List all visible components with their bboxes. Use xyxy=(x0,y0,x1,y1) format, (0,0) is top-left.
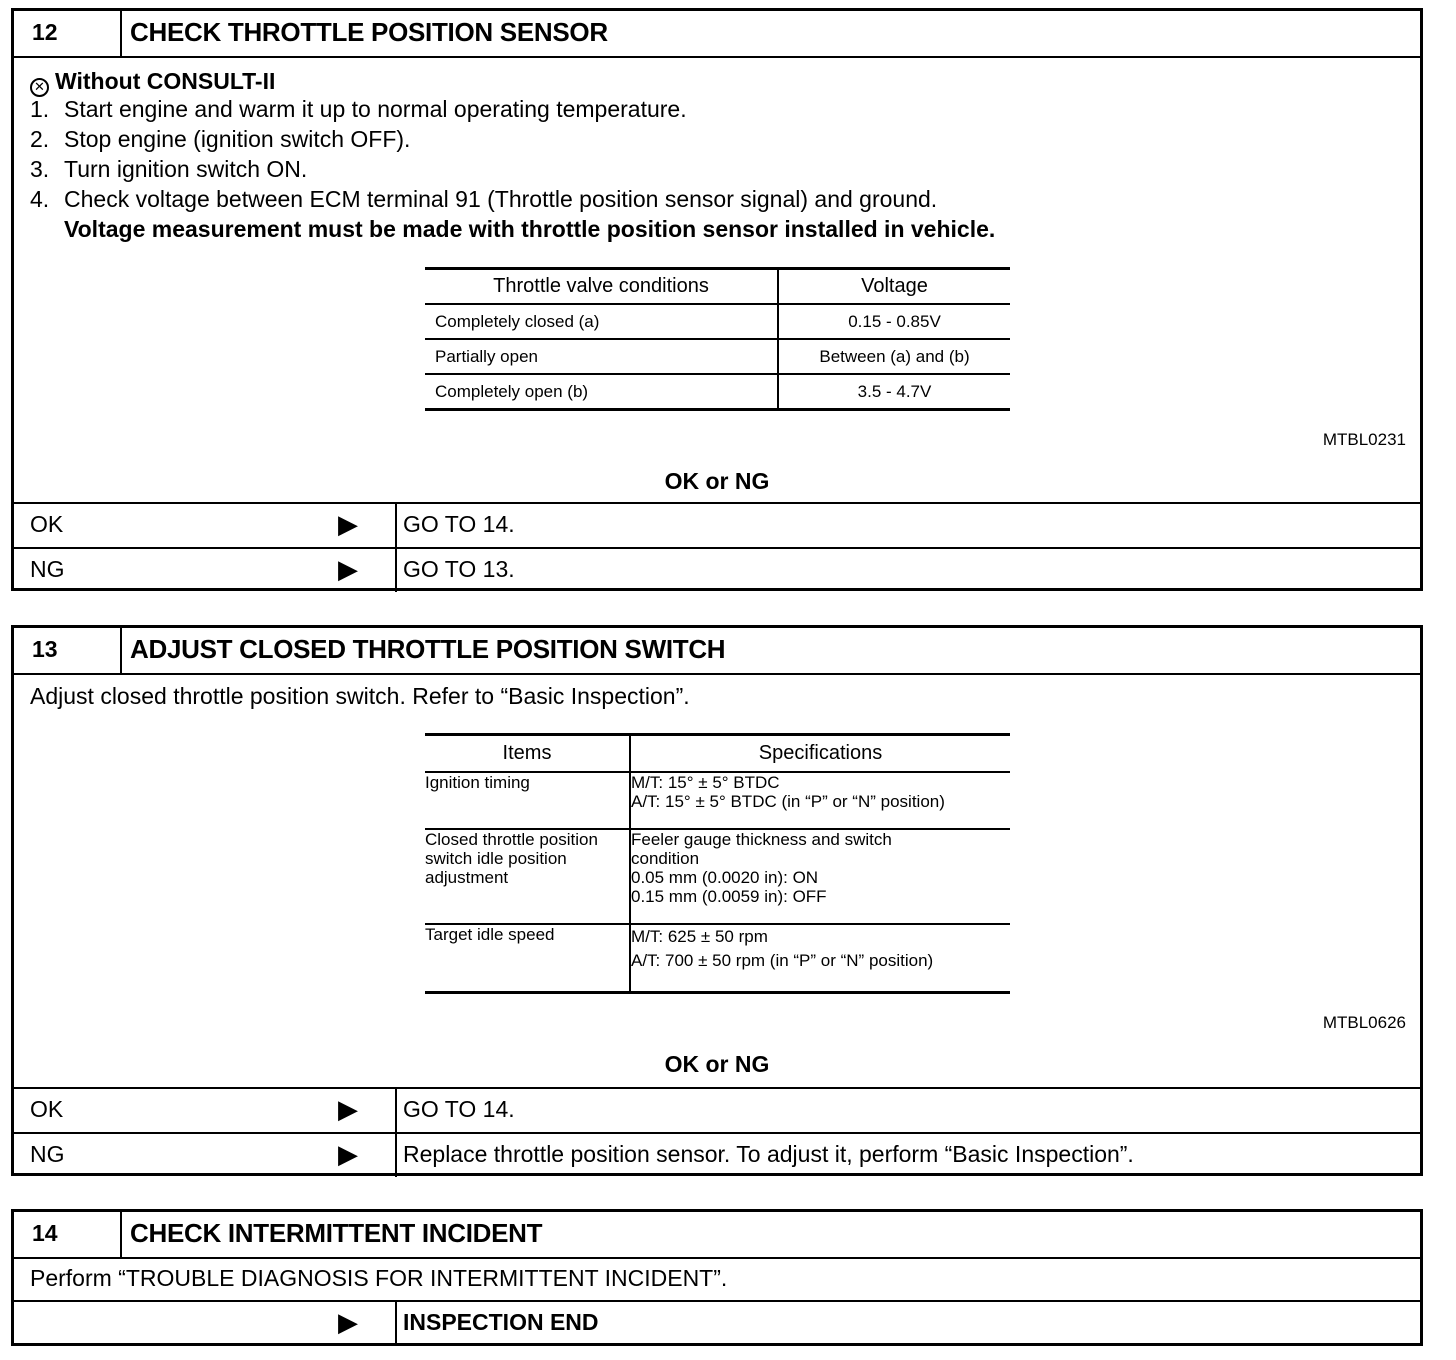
table-row xyxy=(425,772,1010,829)
spec-cell: M/T: 15° ± 5° BTDC A/T: 15° ± 5° BTDC (in “P” or “N” position) xyxy=(630,772,1010,829)
table-row xyxy=(425,304,1010,339)
condition-cell: Partially open xyxy=(425,339,778,374)
step-title: ADJUST CLOSED THROTTLE POSITION SWITCH xyxy=(130,634,726,664)
arrow-right-icon: ▶ xyxy=(338,1094,358,1124)
table-header-row xyxy=(425,269,1010,305)
voltage-cell: Between (a) and (b) xyxy=(778,339,1010,374)
arrow-right-icon: ▶ xyxy=(338,554,358,584)
step-13-header xyxy=(14,628,1420,675)
voltage-cell: 0.15 - 0.85V xyxy=(778,304,1010,339)
step-12-body xyxy=(14,58,1420,502)
result-label: OK xyxy=(30,511,64,537)
condition-cell: Completely open (b) xyxy=(435,381,589,401)
table-row xyxy=(425,339,1010,374)
result-action: GO TO 14. xyxy=(403,511,515,537)
column-header: Specifications xyxy=(630,735,1010,773)
result-action: GO TO 14. xyxy=(403,1096,515,1122)
table-code: MTBL0231 xyxy=(1322,430,1406,449)
instruction-text: Adjust closed throttle position switch. Refer to “Basic Inspection”. xyxy=(30,683,690,709)
ok-or-ng-label: OK or NG xyxy=(664,468,770,494)
spec-cell: Feeler gauge thickness and switch condition 0.05 mm (0.0020 in): ON 0.15 mm (0.0059 in): OFF xyxy=(630,829,1010,924)
procedure-step: 3. Turn ignition switch ON. xyxy=(30,156,308,182)
procedure-step: 2. Stop engine (ignition switch OFF). xyxy=(30,126,411,152)
step-title: CHECK INTERMITTENT INCIDENT xyxy=(130,1218,543,1248)
ok-or-ng-label: OK or NG xyxy=(664,1051,770,1077)
column-header: Voltage xyxy=(778,269,1010,305)
adjustment-spec-table xyxy=(425,733,1010,994)
item-cell: Target idle speed xyxy=(425,925,555,944)
step-13-body xyxy=(14,675,1420,1087)
result-row-ng xyxy=(14,1132,1420,1177)
table-code: MTBL0626 xyxy=(1322,1013,1406,1032)
voltage-table xyxy=(425,267,1010,411)
result-action: GO TO 13. xyxy=(403,556,515,582)
column-header: Items xyxy=(425,735,630,773)
item-cell: Closed throttle position switch idle position adjustment xyxy=(425,829,630,924)
instruction-text: Perform “TROUBLE DIAGNOSIS FOR INTERMITTENT INCIDENT”. xyxy=(30,1265,728,1291)
result-row-ok xyxy=(14,1087,1420,1132)
step-number: 12 xyxy=(14,11,122,56)
arrow-right-icon: ▶ xyxy=(338,1139,358,1169)
result-label: NG xyxy=(30,556,65,582)
step-title: CHECK THROTTLE POSITION SENSOR xyxy=(130,17,608,47)
voltage-cell: 3.5 - 4.7V xyxy=(778,374,1010,410)
step-number: 13 xyxy=(14,628,122,673)
no-consult-icon: ✕ xyxy=(30,78,49,97)
result-action: INSPECTION END xyxy=(403,1309,599,1335)
mode-label: ✕ Without CONSULT-II xyxy=(30,68,275,97)
result-row-end xyxy=(14,1300,1420,1345)
step-12-block xyxy=(11,8,1423,591)
result-label: OK xyxy=(30,1096,64,1122)
item-cell: Ignition timing xyxy=(425,772,630,829)
table-row xyxy=(425,829,1010,924)
step-14-header xyxy=(14,1212,1420,1259)
result-row-ok xyxy=(14,502,1420,547)
table-row xyxy=(425,924,1010,992)
procedure-step: 4. Check voltage between ECM terminal 91 (Throttle position sensor signal) and ground. xyxy=(30,186,938,212)
step-13-block xyxy=(11,625,1423,1176)
table-row xyxy=(425,374,1010,410)
arrow-right-icon: ▶ xyxy=(338,1307,358,1337)
arrow-right-icon: ▶ xyxy=(338,509,358,539)
table-header-row xyxy=(425,735,1010,773)
procedure-step: 1. Start engine and warm it up to normal operating temperature. xyxy=(30,96,687,122)
result-action: Replace throttle position sensor. To adjust it, perform “Basic Inspection”. xyxy=(403,1141,1134,1167)
voltage-note: Voltage measurement must be made with throttle position sensor installed in vehicle. xyxy=(64,216,996,242)
step-12-header xyxy=(14,11,1420,58)
result-row-ng xyxy=(14,547,1420,592)
condition-cell: Completely closed (a) xyxy=(425,304,778,339)
spec-cell: M/T: 625 ± 50 rpm A/T: 700 ± 50 rpm (in “P” or “N” position) xyxy=(630,924,1010,992)
column-header: Throttle valve conditions xyxy=(425,269,778,305)
result-label: NG xyxy=(30,1141,65,1167)
step-14-block xyxy=(11,1209,1423,1346)
step-14-body xyxy=(14,1259,1420,1300)
step-number: 14 xyxy=(14,1212,122,1257)
